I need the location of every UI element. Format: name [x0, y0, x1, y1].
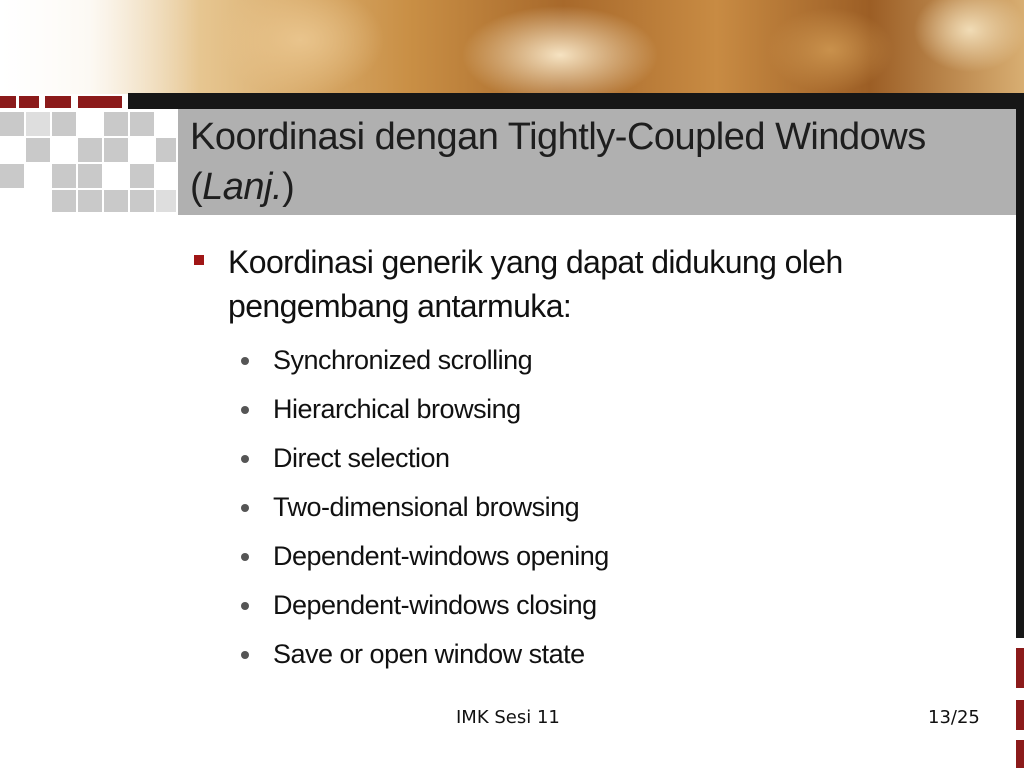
- list-item-label: Two-dimensional browsing: [273, 492, 580, 522]
- list-item: [190, 336, 990, 385]
- deco-square: [130, 164, 154, 188]
- header-photo-fade: [0, 0, 200, 94]
- deco-square: [19, 96, 39, 108]
- deco-square: [156, 190, 176, 212]
- title-frame-top: [128, 93, 1024, 109]
- dot-bullet-icon: [241, 651, 249, 659]
- dot-bullet-icon: [241, 455, 249, 463]
- list-item-label: Save or open window state: [273, 639, 585, 669]
- title-frame-right: [1016, 93, 1024, 638]
- list-item: [190, 434, 990, 483]
- dot-bullet-icon: [241, 357, 249, 365]
- slide-title-line2: [190, 162, 1010, 212]
- list-item-label: Hierarchical browsing: [273, 394, 521, 424]
- deco-square: [78, 96, 122, 108]
- footer-title: IMK Sesi 11: [456, 707, 560, 728]
- deco-square: [1016, 648, 1024, 688]
- list-item: [190, 385, 990, 434]
- deco-square: [104, 138, 128, 162]
- deco-square: [0, 164, 24, 188]
- deco-square: [78, 190, 102, 212]
- list-item-label: Synchronized scrolling: [273, 345, 533, 375]
- deco-square: [45, 96, 71, 108]
- page-number: 13/25: [928, 707, 980, 728]
- dot-bullet-icon: [241, 406, 249, 414]
- deco-square: [156, 138, 176, 162]
- deco-square: [1016, 700, 1024, 730]
- deco-square: [130, 112, 154, 136]
- bullet-main: [190, 240, 990, 328]
- dot-bullet-icon: [241, 553, 249, 561]
- deco-square: [26, 112, 50, 136]
- list-item-label: Direct selection: [273, 443, 450, 473]
- list-item: [190, 532, 990, 581]
- deco-square: [52, 190, 76, 212]
- dot-bullet-icon: [241, 602, 249, 610]
- bullet-main-line2: pengembang antarmuka:: [228, 288, 572, 324]
- list-item-label: Dependent-windows closing: [273, 590, 597, 620]
- dot-bullet-icon: [241, 504, 249, 512]
- title-italic-lanj: Lanj.: [202, 166, 283, 208]
- deco-square: [0, 96, 16, 108]
- deco-square: [78, 164, 102, 188]
- slide-title: [190, 112, 1010, 212]
- title-paren-close: ): [282, 166, 295, 208]
- title-paren-open: (: [190, 166, 203, 208]
- deco-square: [1016, 740, 1024, 768]
- deco-square: [52, 112, 76, 136]
- deco-square: [104, 190, 128, 212]
- list-item: [190, 630, 990, 679]
- list-item: [190, 581, 990, 630]
- list-item: [190, 483, 990, 532]
- deco-square: [78, 138, 102, 162]
- sub-bullet-list: [190, 336, 990, 679]
- deco-square: [130, 190, 154, 212]
- square-bullet-icon: [194, 255, 204, 265]
- deco-square: [52, 164, 76, 188]
- deco-square: [104, 112, 128, 136]
- bullet-main-line1: Koordinasi generik yang dapat didukung oleh: [228, 244, 843, 280]
- slide-title-line1: Koordinasi dengan Tightly-Coupled Windows: [190, 116, 926, 158]
- deco-square: [26, 138, 50, 162]
- slide-content: [190, 240, 990, 679]
- deco-square: [0, 112, 24, 136]
- list-item-label: Dependent-windows opening: [273, 541, 609, 571]
